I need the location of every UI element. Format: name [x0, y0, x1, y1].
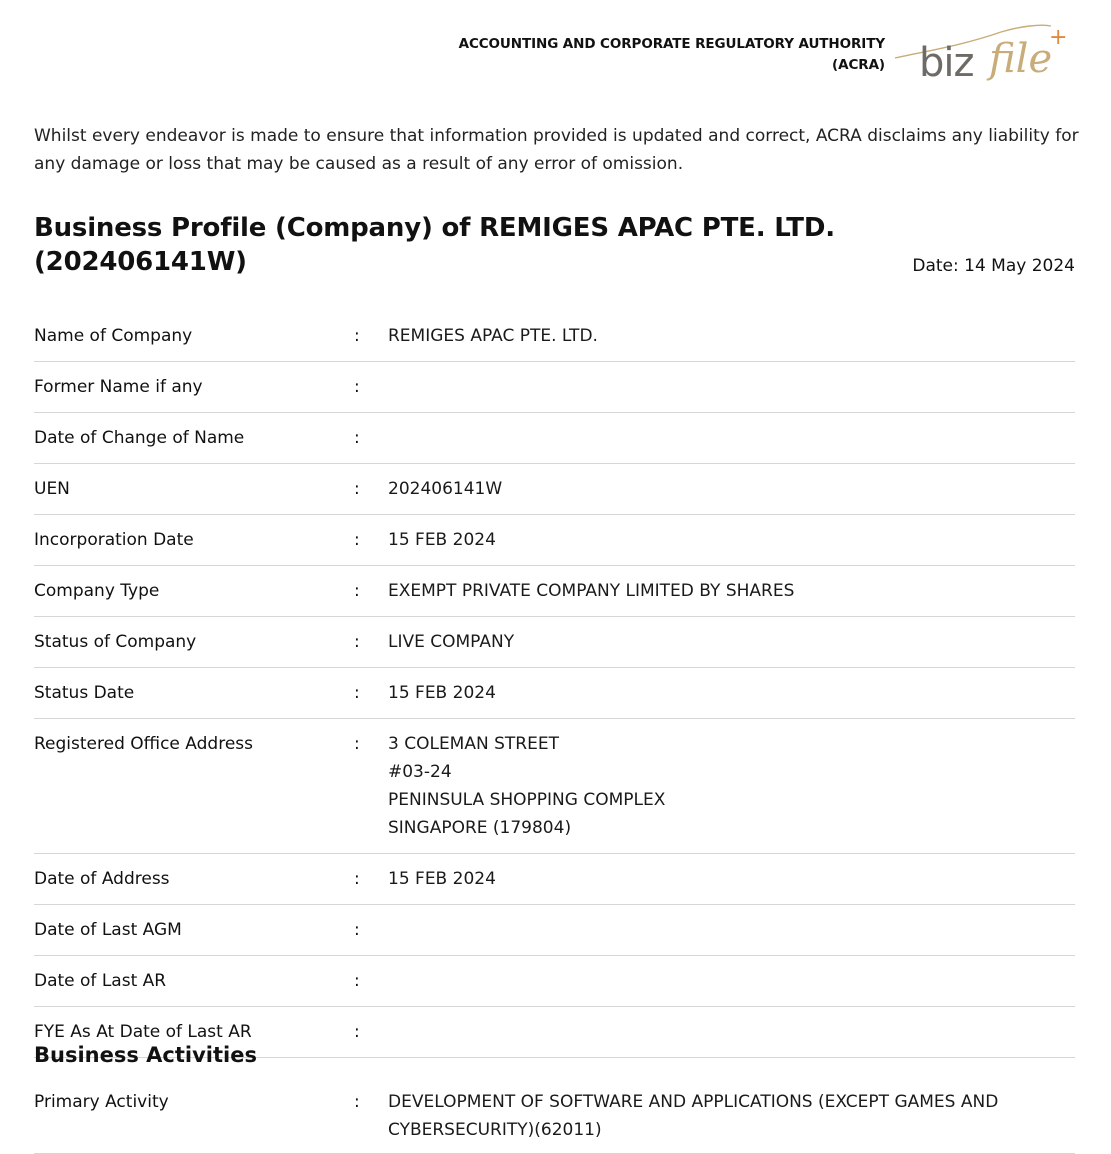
bizfile-logo-graphic [891, 22, 1067, 88]
field-label: UEN [34, 479, 70, 499]
authority-line-1: ACCOUNTING AND CORPORATE REGULATORY AUTHORITY [458, 36, 885, 52]
field-value-line: 15 FEB 2024 [388, 683, 496, 703]
bizfile-logo [891, 22, 1067, 88]
field-label: Date of Change of Name [34, 428, 245, 448]
authority-line-2: (ACRA) [832, 57, 885, 73]
field-separator: : [354, 971, 360, 991]
field-value-line: EXEMPT PRIVATE COMPANY LIMITED BY SHARES [388, 581, 795, 601]
field-value-line: PENINSULA SHOPPING COMPLEX [388, 790, 666, 810]
field-value-line: DEVELOPMENT OF SOFTWARE AND APPLICATIONS (EXCEPT GAMES AND [388, 1092, 999, 1112]
field-value [388, 1088, 1075, 1144]
table-row [34, 668, 1075, 719]
business-activities-heading: Business Activities [34, 1043, 257, 1067]
logo-file-text: file [989, 36, 1053, 82]
field-value [388, 628, 1075, 656]
field-separator: : [354, 377, 360, 397]
table-row [34, 905, 1075, 956]
title-row [34, 211, 1075, 279]
table-row [34, 311, 1075, 362]
field-label: FYE As At Date of Last AR [34, 1022, 252, 1042]
page-title: Business Profile (Company) of REMIGES APAC PTE. LTD. (202406141W) [34, 213, 835, 277]
field-value-line: CYBERSECURITY)(62011) [388, 1120, 602, 1140]
field-label: Incorporation Date [34, 530, 194, 550]
field-value [388, 865, 1075, 893]
table-row [34, 362, 1075, 413]
field-separator: : [354, 920, 360, 940]
table-row [34, 956, 1075, 1007]
company-profile-table [34, 311, 1075, 1058]
table-row [34, 413, 1075, 464]
field-value-line: #03-24 [388, 762, 452, 782]
field-label: Former Name if any [34, 377, 203, 397]
field-separator: : [354, 683, 360, 703]
field-value [388, 730, 1075, 842]
authority-name [459, 34, 885, 76]
field-value-line: 202406141W [388, 479, 503, 499]
field-separator: : [354, 632, 360, 652]
table-row [34, 854, 1075, 905]
table-row [34, 1077, 1075, 1154]
field-label: Company Type [34, 581, 160, 601]
field-label: Date of Address [34, 869, 170, 889]
field-separator: : [354, 479, 360, 499]
field-separator: : [354, 869, 360, 889]
field-value-line: 3 COLEMAN STREET [388, 734, 559, 754]
field-value [388, 679, 1075, 707]
field-separator: : [354, 326, 360, 346]
report-date: Date: 14 May 2024 [912, 256, 1075, 276]
field-label: Date of Last AGM [34, 920, 182, 940]
field-separator: : [354, 581, 360, 601]
field-value-line: 15 FEB 2024 [388, 869, 496, 889]
logo-biz-text: biz [919, 40, 974, 86]
field-value-line: 15 FEB 2024 [388, 530, 496, 550]
field-label: Date of Last AR [34, 971, 167, 991]
field-separator: : [354, 1092, 360, 1112]
field-separator: : [354, 530, 360, 550]
field-separator: : [354, 734, 360, 754]
field-value [388, 322, 1075, 350]
field-label: Status of Company [34, 632, 197, 652]
field-value [388, 373, 1075, 401]
field-value-line: REMIGES APAC PTE. LTD. [388, 326, 598, 346]
field-label: Primary Activity [34, 1092, 169, 1112]
field-value [388, 475, 1075, 503]
field-value [388, 424, 1075, 452]
field-value [388, 577, 1075, 605]
field-separator: : [354, 428, 360, 448]
field-value [388, 526, 1075, 554]
logo-plus-icon: + [1049, 25, 1067, 50]
field-value-line: LIVE COMPANY [388, 632, 515, 652]
business-activities-table [34, 1077, 1075, 1154]
field-value [388, 1018, 1075, 1046]
table-row [34, 719, 1075, 854]
field-label: Name of Company [34, 326, 193, 346]
field-value [388, 967, 1075, 995]
table-row [34, 617, 1075, 668]
field-label: Registered Office Address [34, 734, 253, 754]
field-label: Status Date [34, 683, 135, 703]
table-row [34, 566, 1075, 617]
field-value-line: SINGAPORE (179804) [388, 818, 572, 838]
field-separator: : [354, 1022, 360, 1042]
table-row [34, 515, 1075, 566]
disclaimer-text: Whilst every endeavor is made to ensure that information provided is updated and correct, ACRA disclaims any liability for any damage or loss that may be caused as a result of any error of omission. [34, 126, 1079, 174]
field-value [388, 916, 1075, 944]
page-header [459, 22, 1067, 88]
table-row [34, 464, 1075, 515]
